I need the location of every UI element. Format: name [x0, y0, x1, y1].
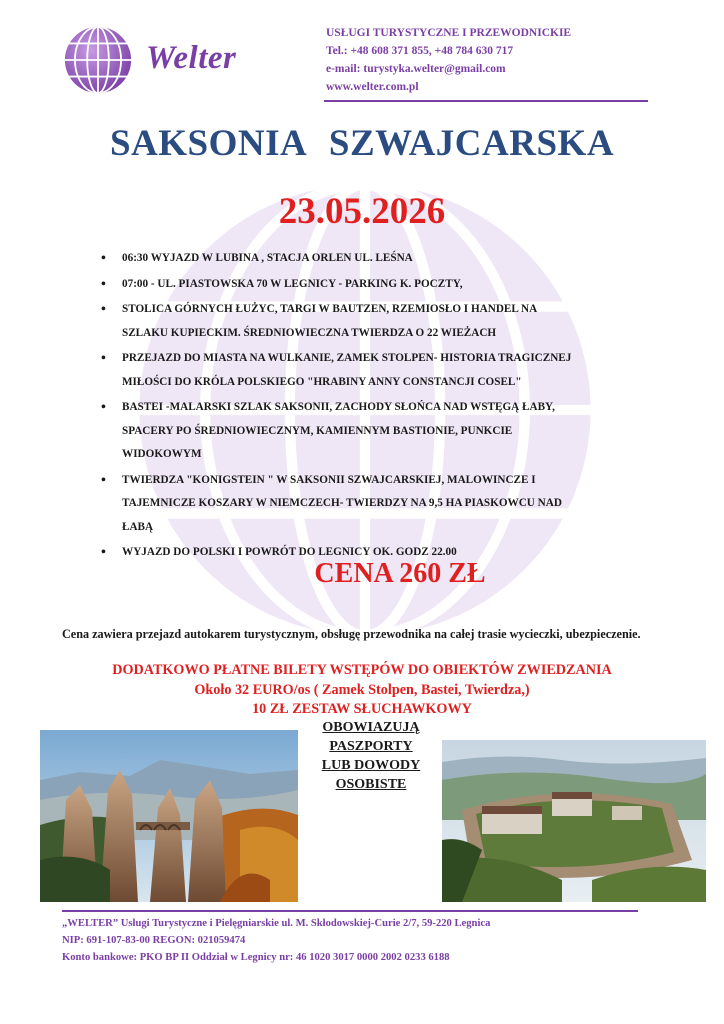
- itinerary-item: • 07:00 - UL. PIASTOWSKA 70 W LEGNICY - PARKING K. POCZTY,: [98, 273, 678, 297]
- website-link[interactable]: www.welter.com.pl: [326, 81, 419, 93]
- price-includes: Cena zawiera przejazd autokarem turystycznym, obsługę przewodnika na całej trasie wycieczki, ubezpieczenie.: [62, 627, 641, 641]
- itinerary-item: • TWIERDZA "KONIGSTEIN " W SAKSONII SZWAJCARSKIEJ, MALOWINCZE I TAJEMNICZE KOSZARY W NIEMCZECH- TWIERDZY NA 9,5 HA PIASKOWCU NAD ŁABĄ: [98, 469, 678, 540]
- document-requirement: OBOWIAZUJĄ PASZPORTY LUB DOWODY OSOBISTE: [321, 720, 421, 792]
- footer-bank-account: Konto bankowe: PKO BP II Oddział w Legnicy nr: 46 1020 3017 0000 2002 0233 6188: [62, 952, 450, 963]
- trip-date: 23.05.2026: [278, 191, 446, 232]
- header-divider: [324, 100, 648, 102]
- page-title: SAKSONIA SZWAJCARSKA: [109, 123, 615, 164]
- itinerary-item: • BASTEI -MALARSKI SZLAK SAKSONII, ZACHODY SŁOŃCA NAD WSTĘGĄ ŁABY, SPACERY PO ŚREDNIOWIECZNYM, KAMIENNYM BASTIONIE, PUNKCIE WIDOKOWYM: [98, 396, 678, 467]
- phone-numbers: Tel.: +48 608 371 855, +48 784 630 717: [326, 45, 514, 57]
- email-address: e-mail: turystyka.welter@gmail.com: [326, 63, 506, 75]
- footer-tax-ids: NIP: 691-107-83-00 REGON: 021059474: [62, 935, 246, 946]
- extra-tickets-note: DODATKOWO PŁATNE BILETY WSTĘPÓW DO OBIEKTÓW ZWIEDZANIA: [112, 662, 612, 678]
- itinerary-item: • STOLICA GÓRNYCH ŁUŻYC, TARGI W BAUTZEN, RZEMIOSŁO I HANDEL NA SZLAKU KUPIECKIM. ŚREDNIOWIECZNA TWIERDZA O 22 WIEŻACH: [98, 298, 678, 345]
- brand-name: Welter: [146, 40, 237, 76]
- globe-logo-icon: [62, 24, 134, 96]
- footer-divider: [62, 910, 638, 912]
- itinerary-item: • PRZEJAZD DO MIASTA NA WULKANIE, ZAMEK STOLPEN- HISTORIA TRAGICZNEJ MIŁOŚCI DO KRÓLA POLSKIEGO "HRABINY ANNY CONSTANCJI COSEL": [98, 347, 678, 394]
- itinerary-list: [98, 247, 678, 567]
- extra-euro-cost: Około 32 EURO/os ( Zamek Stolpen, Bastei, Twierdza,): [194, 682, 530, 698]
- extra-headset-cost: 10 ZŁ ZESTAW SŁUCHAWKOWY: [252, 701, 472, 717]
- konigstein-fortress-photo: [442, 740, 706, 902]
- footer: [62, 915, 490, 966]
- footer-company-address: „WELTER” Usługi Turystyczne i Pielęgniarskie ul. M. Skłodowskiej-Curie 2/7, 59-220 Legnica: [62, 918, 491, 929]
- bastei-bridge-photo: [40, 730, 298, 902]
- company-name: USŁUGI TURYSTYCZNE I PRZEWODNICKIE: [326, 27, 572, 39]
- contact-block: [326, 24, 571, 96]
- itinerary-item: • WYJAZD DO POLSKI I POWRÓT DO LEGNICY OK. GODZ 22.00: [98, 541, 678, 565]
- trip-price: CENA 260 ZŁ: [314, 558, 486, 589]
- itinerary-item: • 06:30 WYJAZD W LUBINA , STACJA ORLEN UL. LEŚNA: [98, 247, 678, 271]
